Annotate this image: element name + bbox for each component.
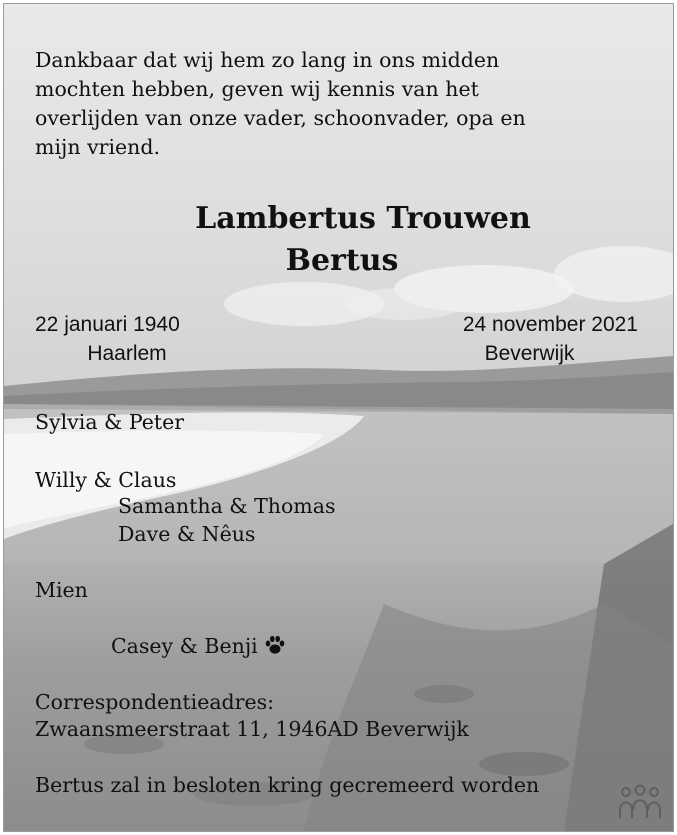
intro-line: Dankbaar dat wij hem zo lang in ons midden [35, 48, 500, 72]
correspondence-address: Zwaansmeerstraat 11, 1946AD Beverwijk [35, 717, 469, 741]
birth-place: Haarlem [87, 342, 167, 365]
intro-line: mochten hebben, geven wij kennis van het [35, 77, 479, 101]
family-line: Sylvia & Peter [35, 410, 184, 434]
intro-line: overlijden van onze vader, schoonvader, opa en [35, 106, 526, 130]
family-line-pets [111, 634, 286, 661]
death-place: Beverwijk [484, 342, 575, 365]
family-line: Willy & Claus [35, 468, 177, 492]
family-line: Dave & Nêus [118, 522, 256, 546]
intro-line: mijn vriend. [35, 135, 160, 159]
pets-names: Casey & Benji [111, 634, 258, 658]
family-people-icon [616, 784, 664, 824]
paw-print-icon [264, 634, 286, 661]
family-line: Mien [35, 578, 88, 602]
deceased-nickname: Bertus [285, 243, 399, 278]
closing-text: Bertus zal in besloten kring gecremeerd worden [35, 773, 540, 797]
obituary-card [3, 3, 674, 832]
correspondence-label: Correspondentieadres: [35, 690, 275, 714]
death-date: 24 november 2021 [462, 313, 638, 336]
family-line: Samantha & Thomas [118, 494, 336, 518]
birth-date: 22 januari 1940 [35, 313, 180, 336]
intro-text [35, 46, 526, 162]
deceased-full-name: Lambertus Trouwen [195, 201, 531, 236]
